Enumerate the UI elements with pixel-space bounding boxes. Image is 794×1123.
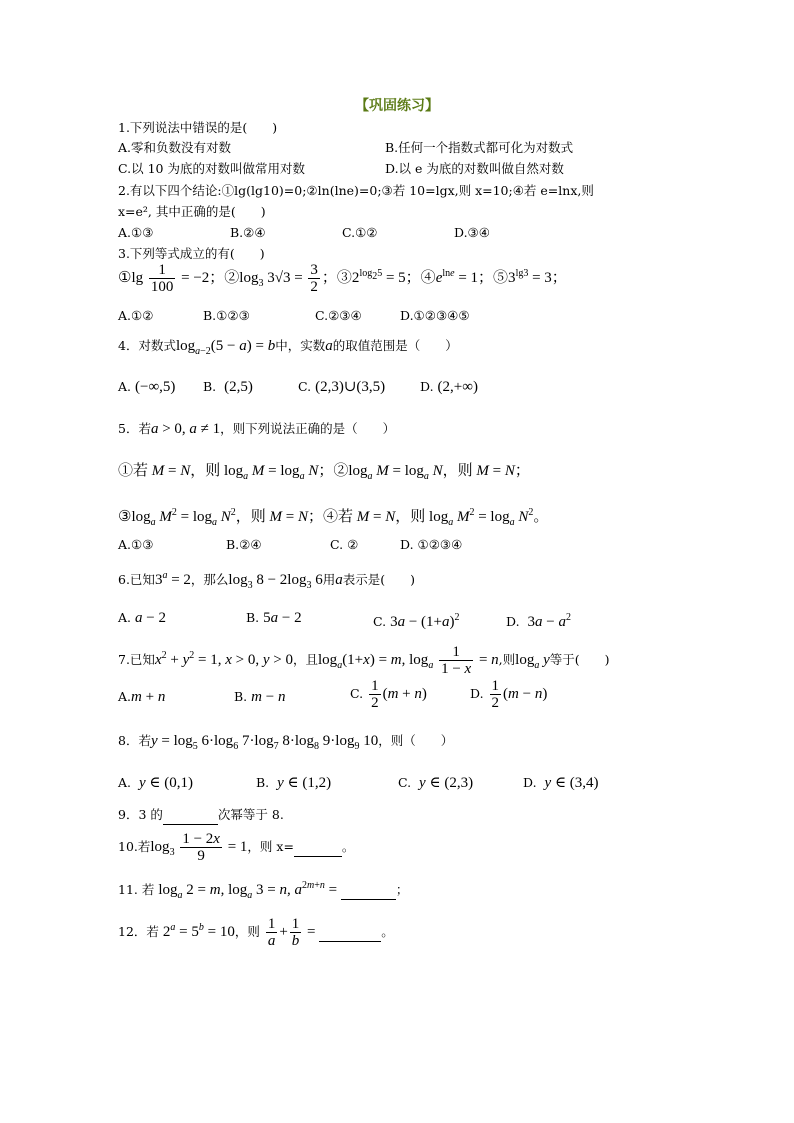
q4-stem-prefix: 4．对数式	[118, 338, 176, 353]
q1-option-b: B.任何一个指数式都可化为对数式	[385, 140, 574, 155]
q5-option-d: D. ①②③④	[400, 537, 463, 552]
q5-statements-1: ①若 M = N，则 $\log_a M = \log_a N$；$②\log_a$ $M = \log_a N$，则 M = N；	[118, 463, 530, 482]
q5-option-c: C. ②	[330, 537, 359, 552]
q3-option-c: C.②③④	[315, 308, 362, 323]
q6-option-b: B. 5a − 2	[246, 610, 302, 626]
q11-stem: 11. 若 $\log_a 2 = m$, $\log_a 3 = n$, $a^{2m+n}$ = ；	[118, 880, 409, 901]
q9-stem: 9．3 的 次幂等于 8.	[118, 806, 284, 825]
q2-stem-line1: 2.有以下四个结论:①lg(lg10)=0;②ln(lne)=0;③若 10=lgx,则 x=10;④若 e=lnx,则	[118, 183, 594, 198]
q8-option-d: D. y ∈ (3,4)	[523, 775, 599, 791]
q8-option-a: A. y ∈ (0,1)	[118, 775, 193, 791]
q3-stem: 3.下列等式成立的有( )	[118, 246, 265, 261]
q4-stem: 4．对数式$\log_{a-2}(5 - a) = b$中，实数a的取值范围是（ ）	[118, 338, 458, 357]
q2-option-b: B.②④	[230, 225, 266, 240]
q10-stem: 10.若$\log_3$ $\frac{1 - 2x}{9}$ = 1，则 x= 。	[118, 831, 355, 864]
q2-stem-line2: x=e², 其中正确的是( )	[118, 204, 266, 219]
q6-option-c: C. $3a - (1+a)^2$	[373, 612, 460, 630]
q10-answer-blank[interactable]	[294, 838, 342, 857]
q1-stem: 1.下列说法中错误的是( )	[118, 120, 278, 135]
section-title: 【巩固练习】	[355, 98, 439, 114]
q8-option-c: C. y ∈ (2,3)	[398, 775, 474, 791]
q2-option-c: C.①②	[342, 225, 378, 240]
q5-option-b: B.②④	[226, 537, 262, 552]
q1-option-d: D.以 e 为底的对数叫做自然对数	[385, 161, 564, 176]
q6-option-a: A. a − 2	[118, 610, 166, 626]
q4-option-a: A. (−∞,5)	[118, 379, 176, 395]
q4-option-c: C. (2,3)∪(3,5)	[298, 379, 386, 395]
q4-option-b: B. (2,5)	[203, 379, 253, 395]
q2-option-d: D.③④	[454, 225, 490, 240]
q3-equations: ①lg $\frac{1}{100}$ = −2；$②\log_3$ 3√3 = $\frac{3}{2}$ ；$③2^{log_25} = 5$；$④e^{lne} = 1$；$⑤3^{lg3} = 3$；	[118, 262, 567, 295]
q4-stem-mid: 中，实数	[275, 338, 326, 353]
q8-stem: 8．若$y = \log_5 6\cdot\log_6$ $7\cdot\log_7$ $8\cdot\log_8$ $9\cdot\log_9$ 10，则（ ）	[118, 733, 454, 752]
q3-option-d: D.①②③④⑤	[400, 308, 470, 323]
q7-stem: 7.已知$x^2 + y^2 = 1$, x > 0, y > 0，且$\log_a(1+x) = m$, $\log_a$ $\frac{1}{1 - x}$ = n,则$\log_a y$等于( )	[118, 644, 610, 677]
q2-option-a: A.①③	[118, 225, 154, 240]
q8-option-b: B. y ∈ (1,2)	[256, 775, 332, 791]
q4-option-d: D. (2,+∞)	[420, 379, 478, 395]
q7-option-c: C. $\frac{1}{2}$ (m + n)	[350, 678, 427, 711]
q1-option-a: A.零和负数没有对数	[118, 140, 232, 155]
q4-stem-suffix: 的取值范围是（ ）	[332, 338, 458, 353]
q11-answer-blank[interactable]	[341, 881, 396, 900]
q5-statements-2: $③\log_a$ $M^2 = \log_a N^2$，则 M = N；④若 M = N，则 $\log_a M^2 = \log_a N^2$。	[118, 507, 549, 528]
q5-option-a: A.①③	[118, 537, 154, 552]
q6-option-d: D. $3a - a^2$	[506, 612, 571, 630]
q3-option-b: B.①②③	[203, 308, 250, 323]
q1-option-c: C.以 10 为底的对数叫做常用对数	[118, 161, 305, 176]
q5-stem: 5．若a > 0, a ≠ 1，则下列说法正确的是（ ）	[118, 421, 396, 437]
q7-option-d: D. $\frac{1}{2}$ (m − n)	[470, 678, 548, 711]
q7-option-b: B. m − n	[234, 689, 286, 705]
q9-answer-blank[interactable]	[163, 806, 218, 825]
q6-stem: 6.已知$3^a = 2$，那么$\log_3 8 - 2\log_3$ 6用a表示是( )	[118, 570, 416, 591]
q12-stem: 12．若 $2^a = 5^b = 10$，则 $\frac{1}{a}$ + $\frac{1}{b}$ = 。	[118, 916, 394, 949]
q12-answer-blank[interactable]	[319, 923, 381, 942]
q7-option-a: A.m + n	[118, 689, 166, 705]
q3-option-a: A.①②	[118, 308, 154, 323]
